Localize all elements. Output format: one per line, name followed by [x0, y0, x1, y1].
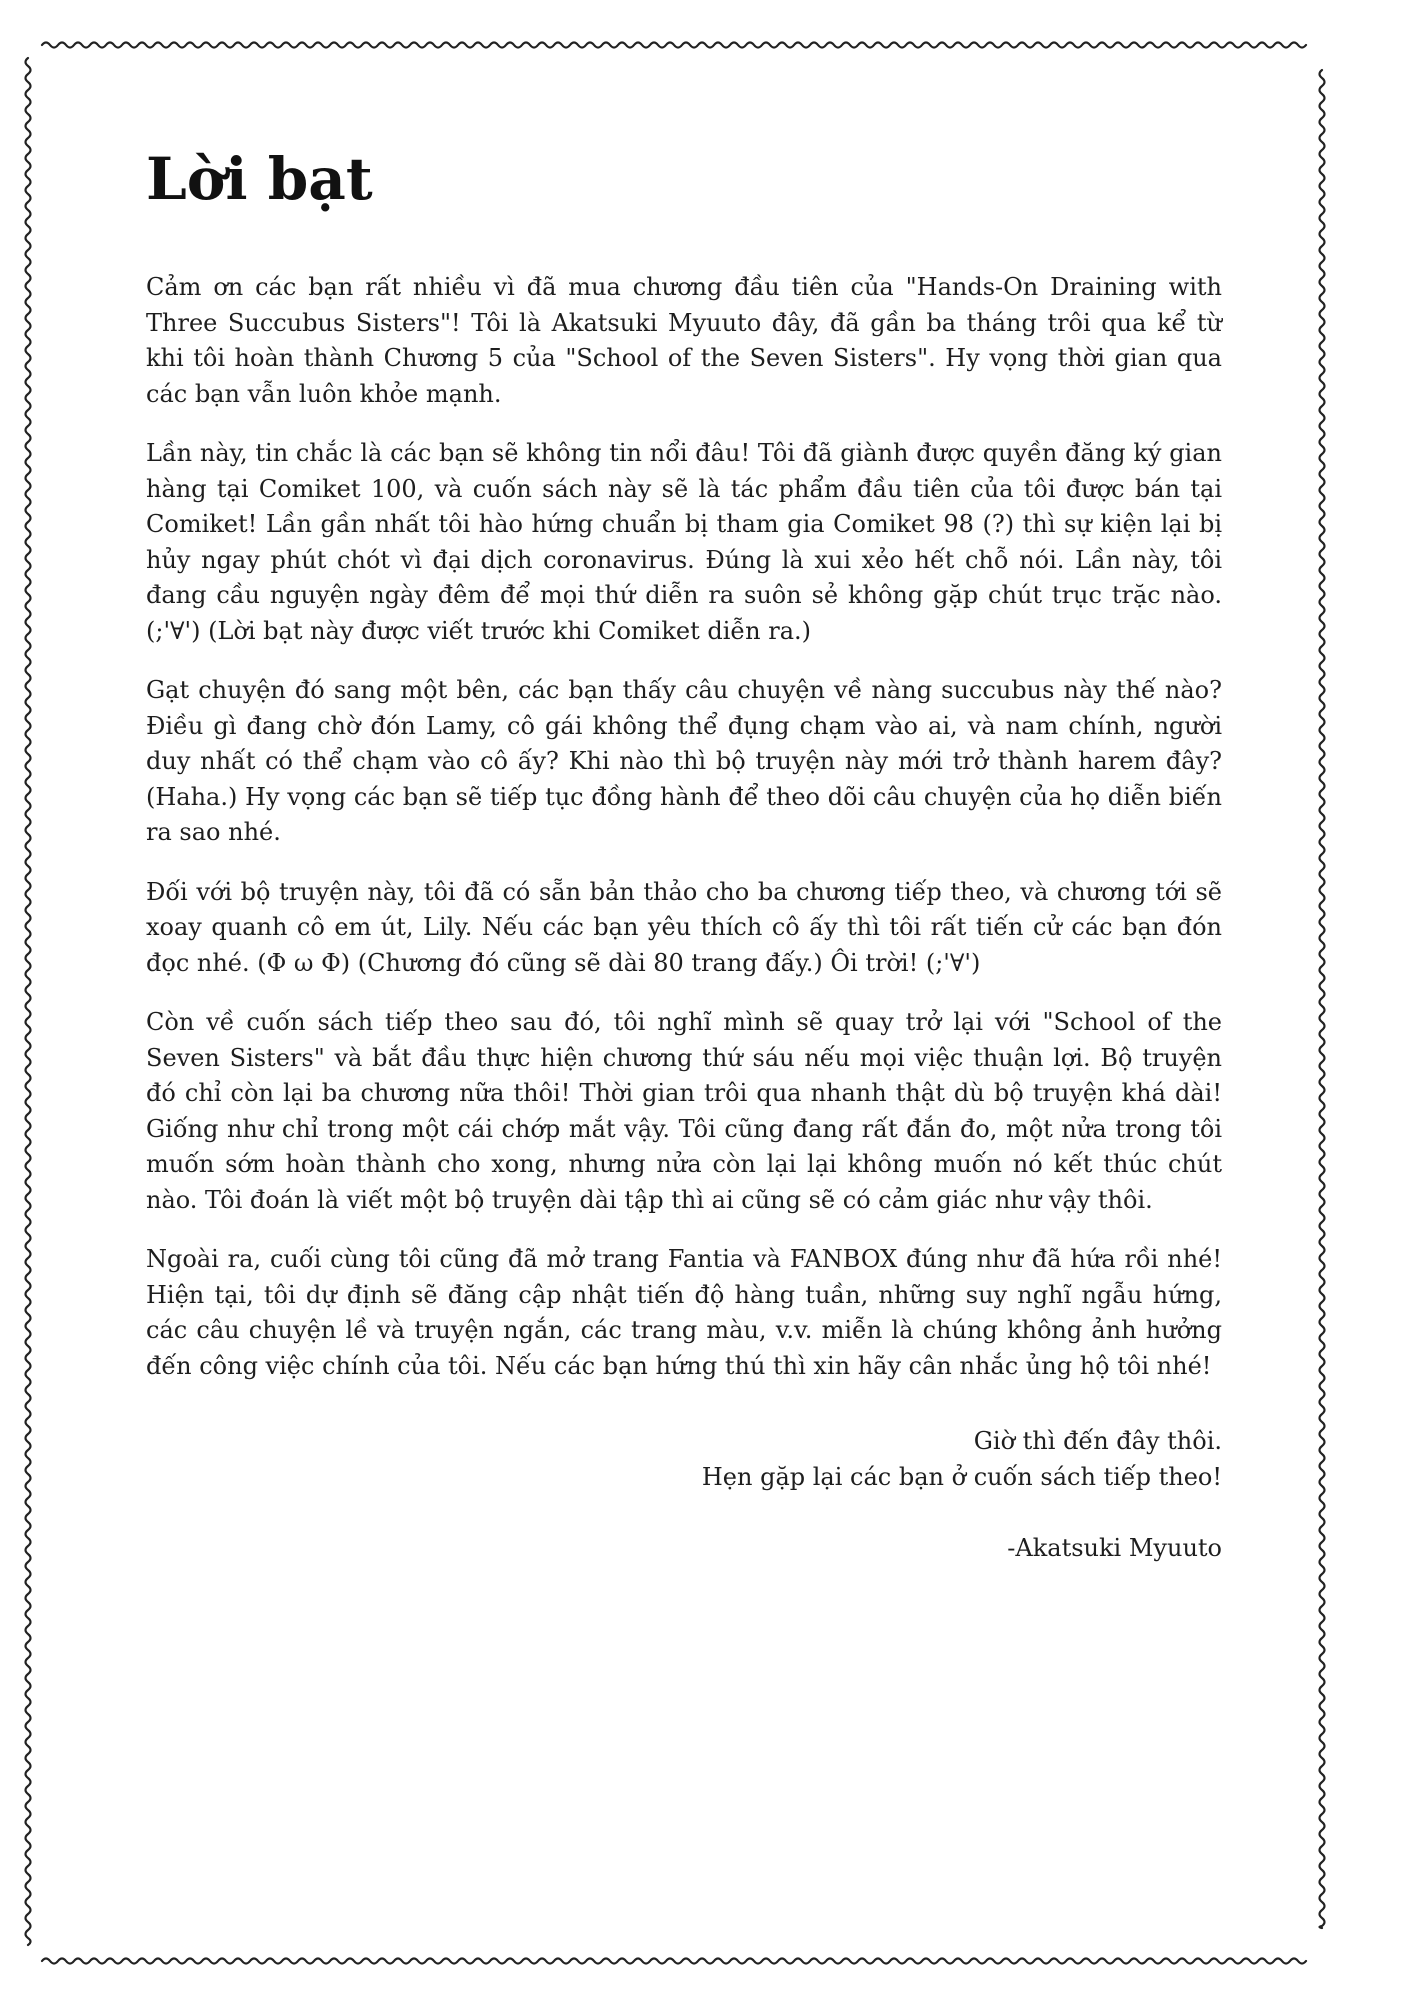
page-title: Lời bạt — [146, 145, 373, 213]
paragraph-4: Đối với bộ truyện này, tôi đã có sẵn bản thảo cho ba chương tiếp theo, và chương tới sẽ xoay quanh cô em út, Lily. Nếu các bạn yêu thích cô ấy thì tôi rất tiến cử các bạn đón đọc nhé. (Φ ω Φ) (Chương đó cũng sẽ dài 80 trang đấy.) Ôi trời! (;'∀') — [146, 877, 1222, 977]
closing-line-2: Hẹn gặp lại các bạn ở cuốn sách tiếp theo! — [701, 1462, 1222, 1491]
border-top — [42, 43, 1306, 48]
afterword-page — [146, 145, 1222, 1567]
border-bottom — [42, 1959, 1306, 1964]
paragraph-1: Cảm ơn các bạn rất nhiều vì đã mua chương đầu tiên của "Hands-On Draining with Three Succubus Sisters"! Tôi là Akatsuki Myuuto đây, đã gần ba tháng trôi qua kể từ khi tôi hoàn thành Chương 5 của "School of the Seven Sisters". Hy vọng thời gian qua các bạn vẫn luôn khỏe mạnh. — [146, 273, 1222, 408]
closing-lines — [146, 1424, 1222, 1495]
closing-line-1: Giờ thì đến đây thôi. — [973, 1427, 1222, 1455]
paragraph-5: Còn về cuốn sách tiếp theo sau đó, tôi nghĩ mình sẽ quay trở lại với "School of the Seven Sisters" và bắt đầu thực hiện chương thứ sáu nếu mọi việc thuận lợi. Bộ truyện đó chỉ còn lại ba chương nữa thôi! Thời gian trôi qua nhanh thật dù bộ truyện khá dài! Giống như chỉ trong một cái chớp mắt vậy. Tôi cũng đang rất đắn đo, một nửa trong tôi muốn sớm hoàn thành cho xong, nhưng nửa còn lại lại không muốn nó kết thúc chút nào. Tôi đoán là viết một bộ truyện dài tập thì ai cũng sẽ có cảm giác như vậy thôi. — [146, 1008, 1222, 1214]
border-right — [1320, 70, 1325, 1928]
paragraph-2: Lần này, tin chắc là các bạn sẽ không tin nổi đâu! Tôi đã giành được quyền đăng ký gian hàng tại Comiket 100, và cuốn sách này sẽ là tác phẩm đầu tiên của tôi được bán tại Comiket! Lần gần nhất tôi hào hứng chuẩn bị tham gia Comiket 98 (?) thì sự kiện lại bị hủy ngay phút chót vì đại dịch coronavirus. Đúng là xui xẻo hết chỗ nói. Lần này, tôi đang cầu nguyện ngày đêm để mọi thứ diễn ra suôn sẻ không gặp chút trục trặc nào. (;'∀') (Lời bạt này được viết trước khi Comiket diễn ra.) — [146, 439, 1222, 645]
author-signature: -Akatsuki Myuuto — [1007, 1534, 1222, 1562]
paragraph-3: Gạt chuyện đó sang một bên, các bạn thấy câu chuyện về nàng succubus này thế nào? Điều gì đang chờ đón Lamy, cô gái không thể đụng chạm vào ai, và nam chính, người duy nhất có thể chạm vào cô ấy? Khi nào thì bộ truyện này mới trở thành harem đây? (Haha.) Hy vọng các bạn sẽ tiếp tục đồng hành để theo dõi câu chuyện của họ diễn biến ra sao nhé. — [146, 676, 1222, 846]
paragraph-6: Ngoài ra, cuối cùng tôi cũng đã mở trang Fantia và FANBOX đúng như đã hứa rồi nhé! Hiện tại, tôi dự định sẽ đăng cập nhật tiến độ hàng tuần, những suy nghĩ ngẫu hứng, các câu chuyện lề và truyện ngắn, các trang màu, v.v. miễn là chúng không ảnh hưởng đến công việc chính của tôi. Nếu các bạn hứng thú thì xin hãy cân nhắc ủng hộ tôi nhé! — [146, 1245, 1222, 1380]
border-left — [26, 58, 31, 1945]
